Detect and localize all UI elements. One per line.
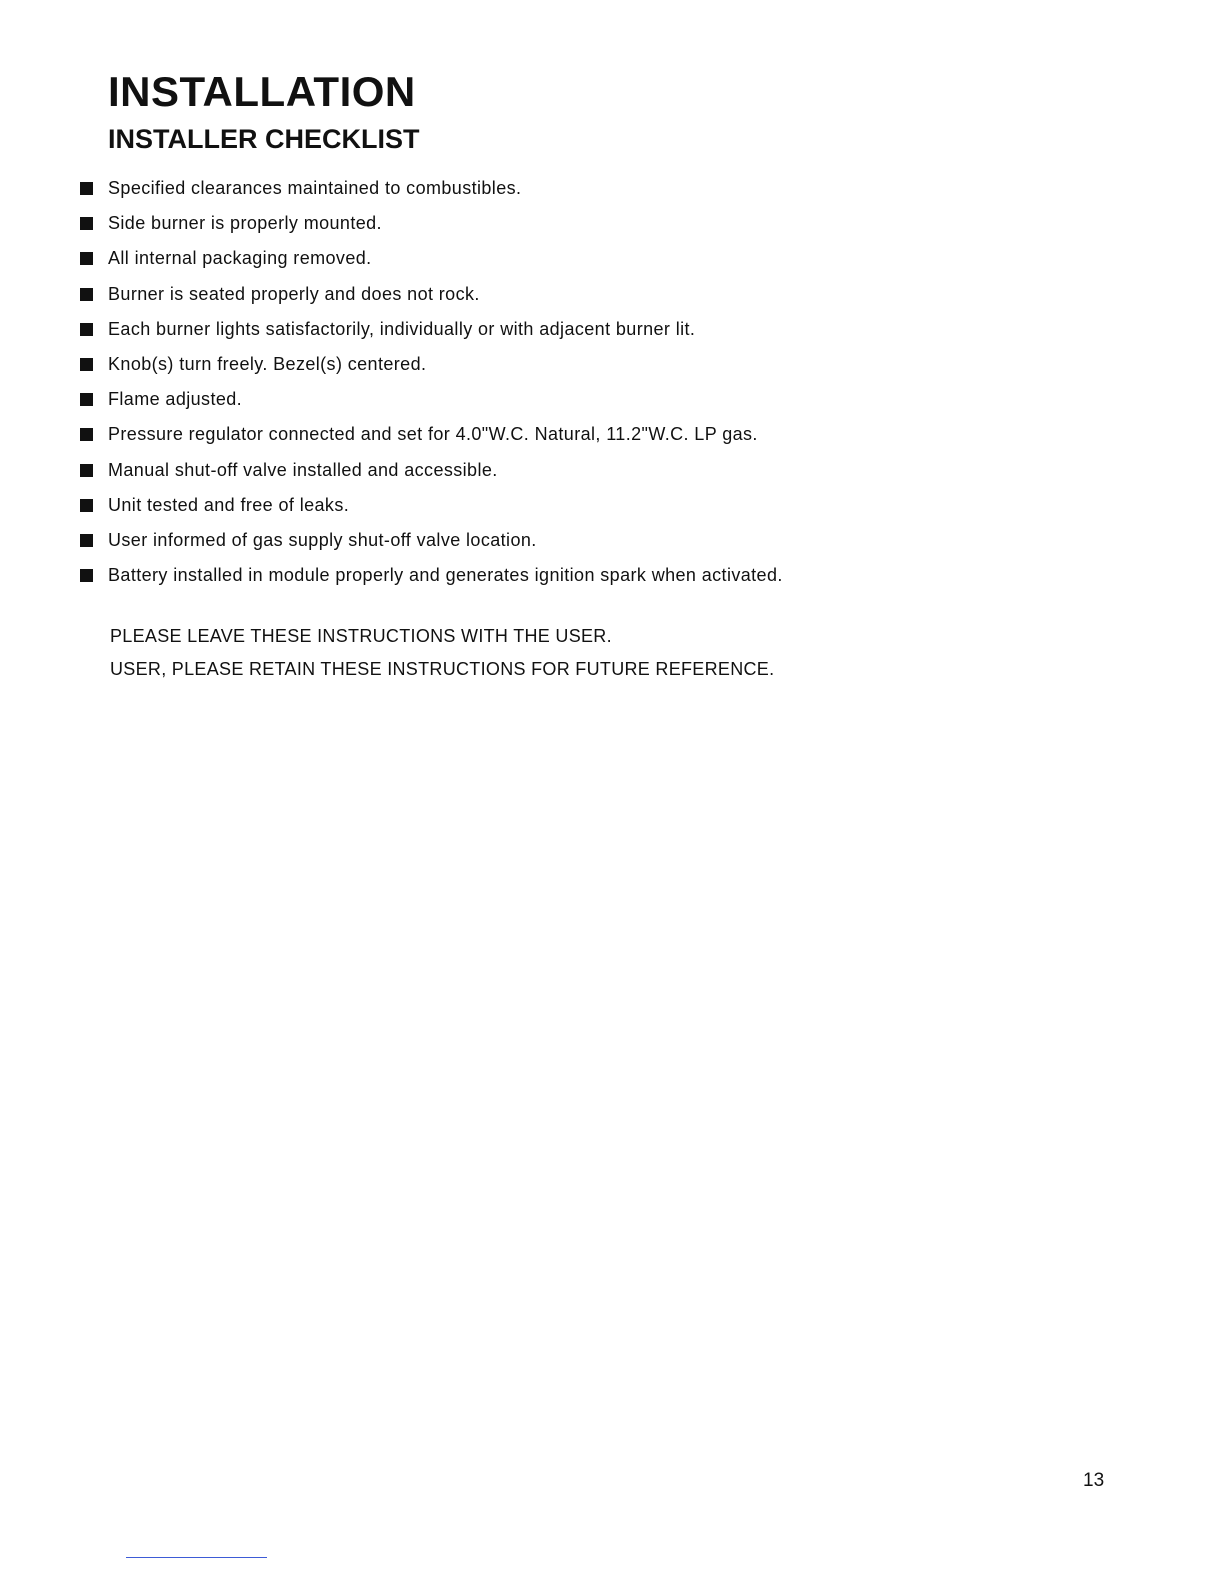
- square-bullet-icon: [80, 252, 93, 265]
- checklist-item: [80, 558, 783, 593]
- page-number: 13: [1083, 1470, 1105, 1491]
- checklist-item: [80, 523, 783, 558]
- square-bullet-icon: [80, 569, 93, 582]
- user-notes: [110, 622, 774, 688]
- checklist-item: [80, 417, 783, 452]
- checklist-item: [80, 488, 783, 523]
- square-bullet-icon: [80, 393, 93, 406]
- checklist-item: [80, 206, 783, 241]
- checklist-item-text: User informed of gas supply shut-off valve location.: [108, 529, 537, 550]
- checklist-item-text: Each burner lights satisfactorily, individually or with adjacent burner lit.: [108, 318, 696, 339]
- square-bullet-icon: [80, 288, 93, 301]
- square-bullet-icon: [80, 217, 93, 230]
- checklist-item: [80, 347, 783, 382]
- checklist-item-text: Burner is seated properly and does not rock.: [108, 283, 480, 304]
- checklist-item: [80, 382, 783, 417]
- checklist-item: [80, 312, 783, 347]
- page-title: INSTALLATION: [108, 68, 416, 115]
- checklist-item-text: Unit tested and free of leaks.: [108, 494, 350, 515]
- square-bullet-icon: [80, 323, 93, 336]
- checklist-item-text: All internal packaging removed.: [108, 248, 372, 269]
- checklist-item: [80, 241, 783, 276]
- checklist-item: [80, 453, 783, 488]
- square-bullet-icon: [80, 182, 93, 195]
- checklist-item-text: Side burner is properly mounted.: [108, 213, 382, 234]
- square-bullet-icon: [80, 464, 93, 477]
- checklist-item-text: Specified clearances maintained to combustibles.: [108, 178, 522, 199]
- installer-checklist: [80, 171, 783, 593]
- checklist-item-text: Knob(s) turn freely. Bezel(s) centered.: [108, 354, 427, 375]
- checklist-item-text: Manual shut-off valve installed and accessible.: [108, 459, 498, 480]
- checklist-item-text: Pressure regulator connected and set for 4.0"W.C. Natural, 11.2"W.C. LP gas.: [108, 424, 758, 445]
- leave-instructions-note: PLEASE LEAVE THESE INSTRUCTIONS WITH THE USER.: [110, 626, 612, 646]
- square-bullet-icon: [80, 428, 93, 441]
- square-bullet-icon: [80, 358, 93, 371]
- section-heading: INSTALLER CHECKLIST: [108, 124, 420, 154]
- checklist-item-text: Battery installed in module properly and generates ignition spark when activated.: [108, 565, 783, 586]
- footer-rule: [126, 1557, 267, 1558]
- square-bullet-icon: [80, 534, 93, 547]
- checklist-item: [80, 171, 783, 206]
- checklist-item: [80, 277, 783, 312]
- checklist-item-text: Flame adjusted.: [108, 389, 243, 410]
- retain-instructions-note: USER, PLEASE RETAIN THESE INSTRUCTIONS FOR FUTURE REFERENCE.: [110, 659, 775, 679]
- square-bullet-icon: [80, 499, 93, 512]
